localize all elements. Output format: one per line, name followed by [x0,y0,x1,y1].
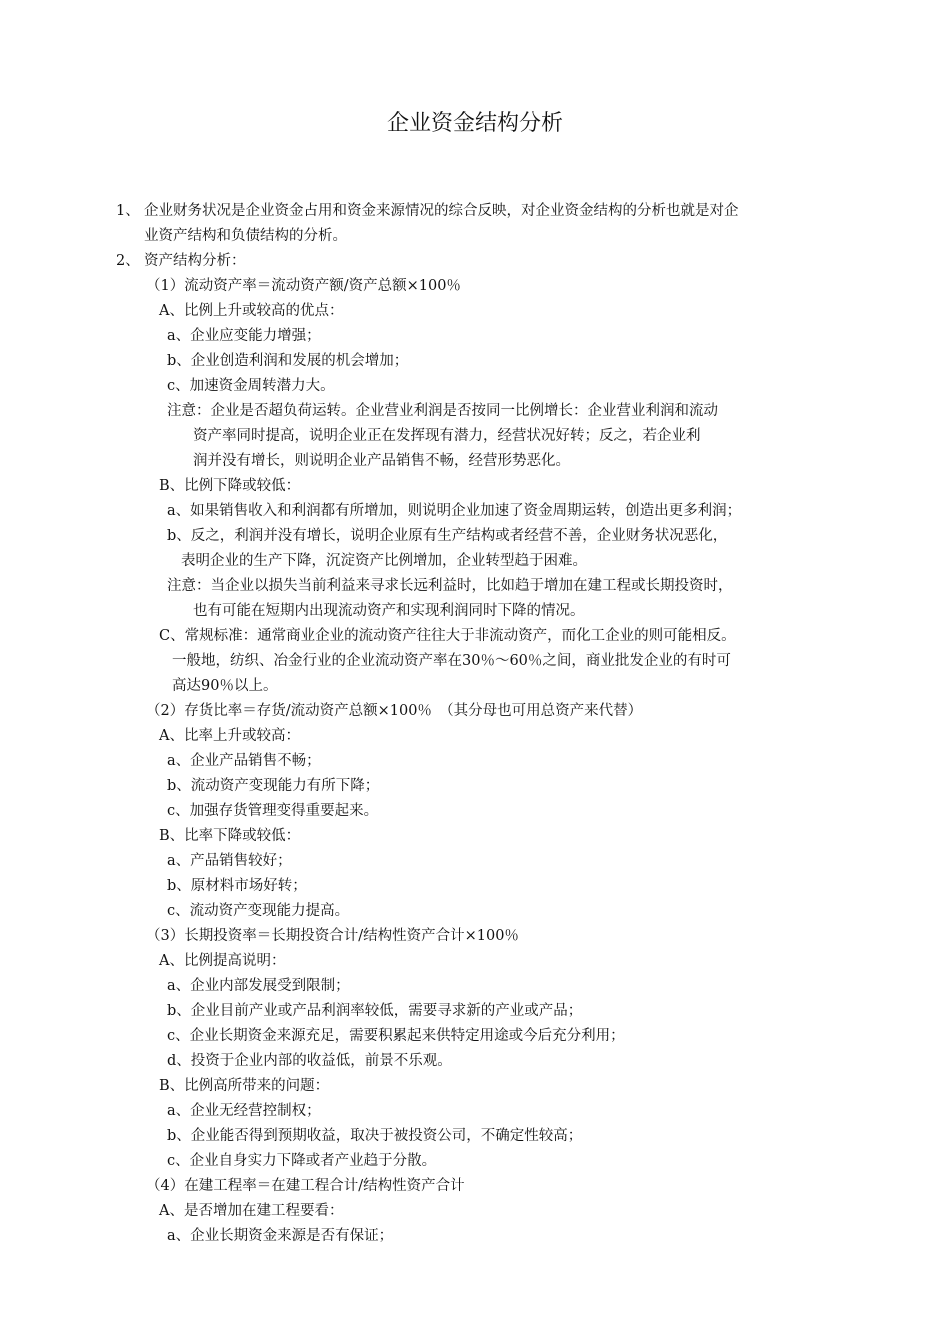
list-item: b、企业创造利润和发展的机会增加； [167,353,409,369]
paragraph-line: 企业财务状况是企业资金占用和资金来源情况的综合反映，对企业资金结构的分析也就是对企 [144,203,739,219]
note-line: 资产率同时提高，说明企业正在发挥现有潜力，经营状况好转；反之，若企业利 [193,428,701,444]
list-item: a、企业长期资金来源是否有保证； [167,1228,394,1244]
list-item: b、反之，利润并没有增长，说明企业原有生产结构或者经营不善，企业财务状况恶化， [167,528,728,544]
list-item: d、投资于企业内部的收益低，前景不乐观。 [167,1053,452,1069]
list-item: a、企业产品销售不畅； [167,753,321,769]
note-line: 也有可能在短期内出现流动资产和实现利润同时下降的情况。 [193,603,585,619]
list-item-continuation: 高达90％以上。 [172,678,278,694]
page-title: 企业资金结构分析 [386,111,563,136]
list-item-continuation: 一般地，纺织、冶金行业的企业流动资产率在30％～60％之间，商业批发企业的有时可 [172,653,731,669]
subsection-heading: （4）在建工程率＝在建工程合计/结构性资产合计 [146,1178,465,1194]
list-item: c、企业自身实力下降或者产业趋于分散。 [167,1153,437,1169]
list-item: b、企业能否得到预期收益，取决于被投资公司，不确定性较高； [167,1128,583,1144]
note-line: 注意：企业是否超负荷运转。企业营业利润是否按同一比例增长：企业营业利润和流动 [167,403,718,419]
list-item: A、比率上升或较高： [159,728,300,744]
subsection-heading: （1）流动资产率＝流动资产额/资产总额×100％ [146,278,461,294]
list-item-continuation: 表明企业的生产下降，沉淀资产比例增加，企业转型趋于困难。 [181,553,587,569]
list-item: C、常规标准：通常商业企业的流动资产往往大于非流动资产，而化工企业的则可能相反。 [159,628,736,644]
note-line: 注意：当企业以损失当前利益来寻求长远利益时，比如趋于增加在建工程或长期投资时， [167,578,733,594]
note-line: 润并没有增长，则说明企业产品销售不畅，经营形势恶化。 [193,453,570,469]
list-item: a、企业无经营控制权； [167,1103,321,1119]
list-item: a、企业内部发展受到限制； [167,978,350,994]
list-number: 2、 [116,253,140,269]
list-item: c、流动资产变现能力提高。 [167,903,350,919]
list-number: 1、 [116,203,140,219]
list-item: b、原材料市场好转； [167,878,307,894]
list-item: A、比例提高说明： [159,953,286,969]
subsection-heading: （2）存货比率＝存货/流动资产总额×100％ （其分母也可用总资产来代替） [146,703,643,719]
list-item: a、如果销售收入和利润都有所增加，则说明企业加速了资金周期运转，创造出更多利润； [167,503,742,519]
list-item: c、加强存货管理变得重要起来。 [167,803,379,819]
list-item: A、是否增加在建工程要看： [159,1203,344,1219]
paragraph-line: 业资产结构和负债结构的分析。 [144,228,347,244]
list-item: B、比例高所带来的问题： [159,1078,330,1094]
list-item: b、企业目前产业或产品利润率较低，需要寻求新的产业或产品； [167,1003,583,1019]
list-item: a、产品销售较好； [167,853,292,869]
list-item: c、企业长期资金来源充足，需要积累起来供特定用途或今后充分利用； [167,1028,625,1044]
list-item: B、比率下降或较低： [159,828,301,844]
subsection-heading: （3）长期投资率＝长期投资合计/结构性资产合计×100％ [146,928,519,944]
list-item: b、流动资产变现能力有所下降； [167,778,380,794]
list-item: A、比例上升或较高的优点： [159,303,344,319]
list-item: c、加速资金周转潜力大。 [167,378,335,394]
list-item: B、比例下降或较低： [159,478,301,494]
list-item: a、企业应变能力增强； [167,328,321,344]
section-heading: 资产结构分析： [144,253,246,269]
